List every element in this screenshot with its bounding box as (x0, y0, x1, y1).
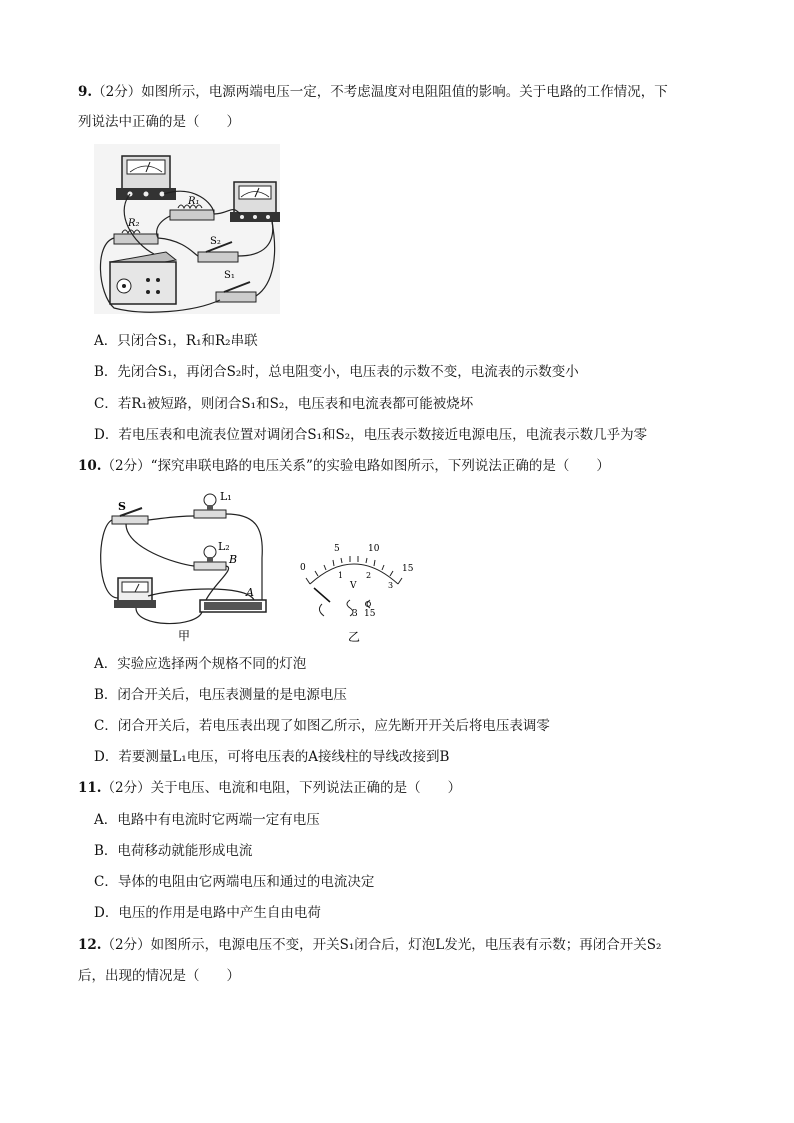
terminal-15: 15 (364, 609, 376, 619)
option-text: 只闭合S₁，R₁和R₂串联 (117, 333, 258, 349)
switch-s (112, 500, 148, 524)
question-10-option-d[interactable] (94, 748, 449, 766)
question-12-line1: 12.（2分）如图所示，电源电压不变，开关S₁闭合后，灯泡L发光，电压表有示数；再闭合开关S₂ (78, 937, 662, 953)
option-text: 实验应选择两个规格不同的灯泡 (117, 656, 307, 672)
question-text: 如图所示，电源两端电压一定，不考虑温度对电阻阻值的影响。关于电路的工作情况，下 (141, 84, 668, 100)
question-10-option-c[interactable] (94, 717, 550, 735)
scale-bottom-2: 2 (366, 571, 372, 580)
needle (314, 588, 330, 602)
question-10-option-a[interactable] (94, 655, 306, 673)
caption-yi: 乙 (347, 630, 361, 644)
option-letter: C． (94, 396, 118, 412)
option-text: 电荷移动就能形成电流 (117, 843, 253, 859)
option-text: 电压的作用是电路中产生自由电荷 (118, 905, 321, 921)
voltmeter-device (230, 182, 280, 222)
option-letter: D． (94, 749, 119, 765)
scale-top-5: 5 (334, 544, 340, 554)
scale-bottom-1: 1 (338, 571, 344, 580)
scale-top-10: 10 (368, 544, 380, 554)
question-text: 关于电压、电流和电阻，下列说法正确的是（ ） (150, 780, 462, 796)
option-letter: C． (94, 718, 118, 734)
question-number: 11 (78, 780, 97, 796)
option-text: 闭合开关后，电压表测量的是电源电压 (117, 687, 347, 703)
option-text: 导体的电阻由它两端电压和通过的电流决定 (117, 874, 375, 890)
question-9-option-d[interactable] (94, 426, 647, 444)
label-s: S (118, 500, 126, 513)
question-10-option-b[interactable] (94, 686, 347, 704)
terminal-3: 3 (352, 609, 358, 619)
question-11-option-c[interactable] (94, 873, 374, 891)
lamp-l2 (194, 540, 237, 570)
question-11-option-a[interactable] (94, 811, 320, 829)
question-11-option-b[interactable] (94, 842, 252, 860)
option-text: 先闭合S₁，再闭合S₂时，总电阻变小，电压表的示数不变，电流表的示数变小 (117, 364, 579, 380)
scale-ticks (306, 556, 402, 584)
question-number: 10 (78, 458, 97, 474)
question-score: （2分） (101, 458, 151, 474)
power-supply (110, 252, 176, 304)
option-letter: A． (94, 656, 118, 672)
caption-jia: 甲 (177, 629, 191, 643)
question-9-option-c[interactable] (94, 395, 473, 413)
label-b: B (229, 553, 238, 566)
scale-end-right: 15 (402, 564, 414, 574)
option-letter: D． (94, 427, 119, 443)
question-9-circuit-figure (94, 144, 280, 314)
option-letter: A． (94, 333, 118, 349)
question-11-option-d[interactable] (94, 904, 321, 922)
question-10-line1: 10.（2分）“探究串联电路的电压关系”的实验电路如图所示，下列说法正确的是（ ） (78, 458, 610, 474)
question-number: 9 (78, 84, 88, 100)
label-l2: L₂ (218, 540, 230, 553)
question-9-line2: 列说法中正确的是（ ） (78, 114, 240, 130)
question-11-line1: 11.（2分）关于电压、电流和电阻，下列说法正确的是（ ） (78, 780, 462, 796)
question-9-line1: 9.（2分）如图所示，电源两端电压一定，不考虑温度对电阻阻值的影响。关于电路的工作情况，下 (78, 84, 668, 100)
label-r2: R₂ (128, 218, 140, 229)
question-text: 如图所示，电源电压不变，开关S₁闭合后，灯泡L发光，电压表有示数；再闭合开关S₂ (150, 937, 662, 953)
label-l1: L₁ (220, 490, 232, 503)
option-letter: C． (94, 874, 118, 890)
question-10-figure-jia (96, 488, 272, 644)
scale-bottom-3: 3 (388, 581, 394, 590)
option-letter: B． (94, 687, 118, 703)
label-s2: S₂ (210, 236, 221, 247)
label-s1: S₁ (224, 270, 235, 281)
question-score: （2分） (101, 937, 151, 953)
question-number: 12 (78, 937, 97, 953)
option-letter: A． (94, 812, 118, 828)
option-letter: D． (94, 905, 119, 921)
label-a: A (246, 586, 254, 599)
question-12-line2: 后，出现的情况是（ ） (78, 968, 240, 984)
question-score: （2分） (92, 84, 142, 100)
option-text: 电路中有电流时它两端一定有电压 (117, 812, 320, 828)
option-text: 若电压表和电流表位置对调闭合S₁和S₂，电压表示数接近电源电压，电流表示数几乎为零 (118, 427, 648, 443)
question-9-option-a[interactable] (94, 332, 258, 350)
question-10-figure-yi (292, 538, 416, 644)
scale-end-left: 0 (300, 563, 306, 573)
unit-label: V (350, 581, 357, 591)
question-score: （2分） (101, 780, 151, 796)
option-letter: B． (94, 843, 118, 859)
option-text: 若R₁被短路，则闭合S₁和S₂，电压表和电流表都可能被烧坏 (117, 396, 474, 412)
option-text: 闭合开关后，若电压表出现了如图乙所示，应先断开开关后将电压表调零 (117, 718, 550, 734)
option-letter: B． (94, 364, 118, 380)
label-r1: R₁ (188, 196, 200, 207)
question-text: “探究串联电路的电压关系”的实验电路如图所示，下列说法正确的是（ ） (150, 458, 610, 474)
option-text: 若要测量L₁电压，可将电压表的A接线柱的导线改接到B (118, 749, 450, 765)
voltmeter (114, 578, 156, 608)
question-9-option-b[interactable] (94, 363, 579, 381)
